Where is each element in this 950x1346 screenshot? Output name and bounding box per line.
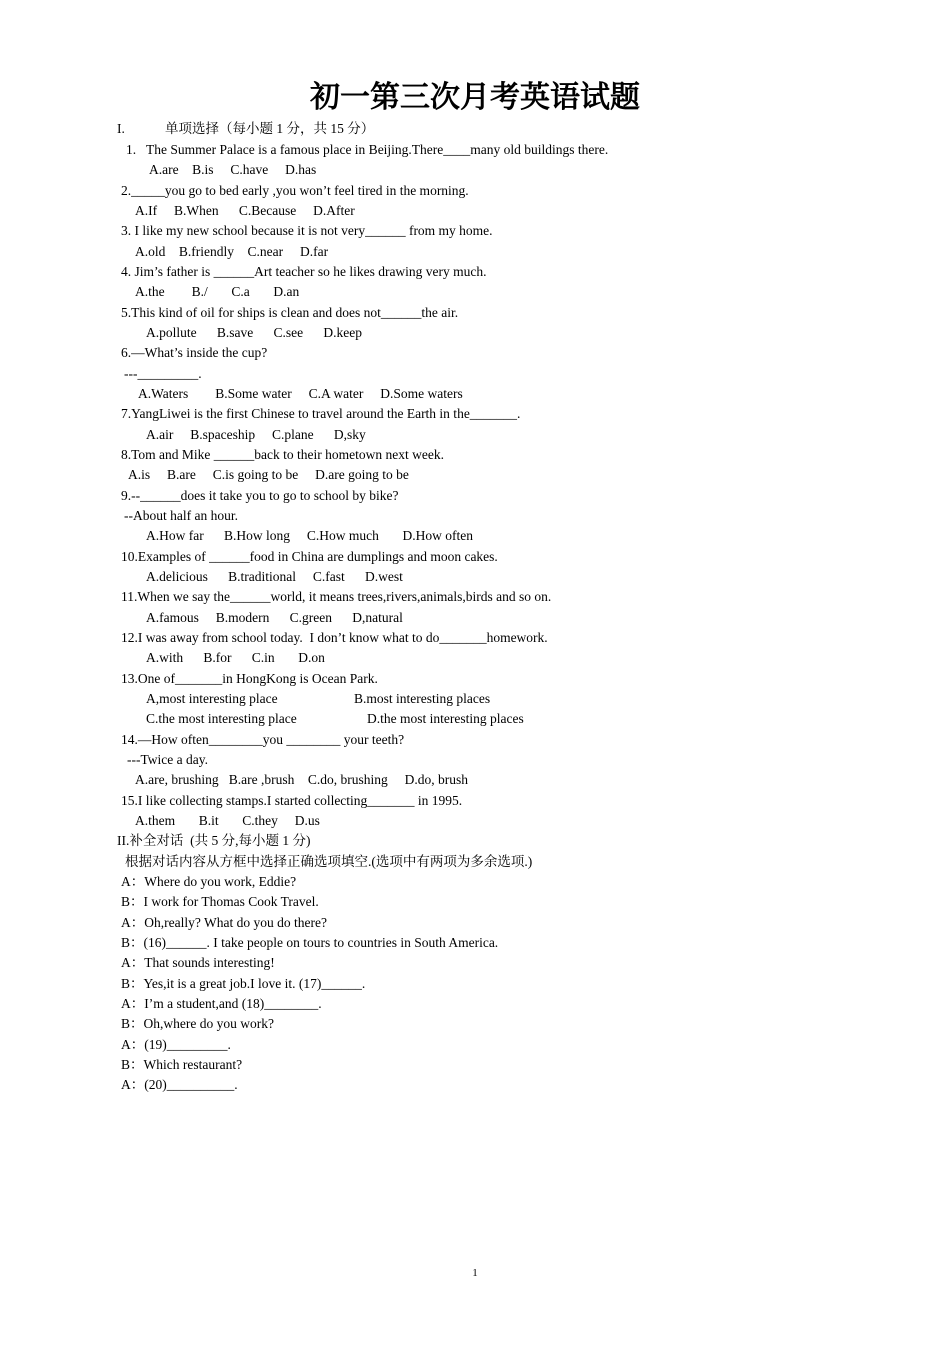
- question-line: 15.I like collecting stamps.I started collecting_______ in 1995.: [121, 793, 463, 808]
- dialogue-line: A：Where do you work, Eddie?: [121, 874, 297, 889]
- dialogue-line: B：I work for Thomas Cook Travel.: [121, 894, 319, 909]
- dialogue-line: A：Oh,really? What do you do there?: [121, 915, 327, 930]
- answer-line: --About half an hour.: [124, 508, 238, 523]
- options-line: A.famous B.modern C.green D,natural: [146, 610, 403, 625]
- dialogue-line: A：That sounds interesting!: [121, 955, 275, 970]
- exam-title: 初一第三次月考英语试题: [310, 80, 640, 115]
- question-line: 6.—What’s inside the cup?: [121, 345, 268, 360]
- options-line: A.Waters B.Some water C.A water D.Some waters: [138, 386, 463, 401]
- dialogue-line: B：Which restaurant?: [121, 1057, 243, 1072]
- options-line: A.pollute B.save C.see D.keep: [146, 325, 362, 340]
- options-line: A.are B.is C.have D.has: [149, 162, 317, 177]
- dialogue-line: B：(16)______. I take people on tours to countries in South America.: [121, 935, 499, 950]
- answer-blank-line: ---_________.: [124, 366, 202, 381]
- question-line: 7.YangLiwei is the first Chinese to travel around the Earth in the_______.: [121, 406, 521, 421]
- question-line: 10.Examples of ______food in China are dumplings and moon cakes.: [121, 549, 498, 564]
- options-line: A.old B.friendly C.near D.far: [135, 244, 329, 259]
- options-line: A.is B.are C.is going to be D.are going to be: [128, 467, 409, 482]
- dialogue-line: A：(19)_________.: [121, 1037, 231, 1052]
- option-c: C.the most interesting place: [146, 711, 297, 726]
- options-line: A.the B./ C.a D.an: [135, 284, 300, 299]
- options-line: A.How far B.How long C.How much D.How often: [146, 528, 473, 543]
- options-line: A.them B.it C.they D.us: [135, 813, 320, 828]
- options-line: A.are, brushing B.are ,brush C.do, brushing D.do, brush: [135, 772, 468, 787]
- dialogue-line: B：Oh,where do you work?: [121, 1016, 274, 1031]
- options-line: A.with B.for C.in D.on: [146, 650, 325, 665]
- options-line: A.delicious B.traditional C.fast D.west: [146, 569, 403, 584]
- question-line: 4. Jim’s father is ______Art teacher so he likes drawing very much.: [121, 264, 487, 279]
- page-number: 1: [472, 1267, 478, 1279]
- options-line: A.air B.spaceship C.plane D,sky: [146, 427, 366, 442]
- option-a: A,most interesting place: [146, 691, 278, 706]
- dialogue-line: A：I’m a student,and (18)________.: [121, 996, 322, 1011]
- option-d: D.the most interesting places: [367, 711, 524, 726]
- question-line: 12.I was away from school today. I don’t know what to do_______homework.: [121, 630, 548, 645]
- dialogue-line: A：(20)__________.: [121, 1077, 238, 1092]
- options-line: A.If B.When C.Because D.After: [135, 203, 355, 218]
- question-line: 8.Tom and Mike ______back to their hometown next week.: [121, 447, 444, 462]
- question-line: 9.--______does it take you to go to school by bike?: [121, 488, 399, 503]
- option-b: B.most interesting places: [354, 691, 491, 706]
- question-line: 11.When we say the______world, it means trees,rivers,animals,birds and so on.: [121, 589, 552, 604]
- answer-line: ---Twice a day.: [127, 752, 209, 767]
- section-1-heading: 单项选择（每小题 1 分，共 15 分）: [165, 121, 375, 136]
- section-2-heading: II.补全对话 (共 5 分,每小题 1 分): [117, 833, 311, 848]
- question-line: 2._____you go to bed early ,you won’t feel tired in the morning.: [121, 183, 469, 198]
- question-line: 13.One of_______in HongKong is Ocean Park.: [121, 671, 378, 686]
- dialogue-line: B：Yes,it is a great job.I love it. (17)______.: [121, 976, 366, 991]
- section-2-instruction: 根据对话内容从方框中选择正确选项填空.(选项中有两项为多余选项.): [125, 854, 533, 869]
- question-line: 1. The Summer Palace is a famous place in Beijing.There____many old buildings there.: [126, 142, 609, 157]
- question-line: 5.This kind of oil for ships is clean and does not______the air.: [121, 305, 459, 320]
- question-line: 14.—How often________you ________ your teeth?: [121, 732, 405, 747]
- section-1-number: I.: [117, 121, 125, 136]
- question-line: 3. I like my new school because it is not very______ from my home.: [121, 223, 493, 238]
